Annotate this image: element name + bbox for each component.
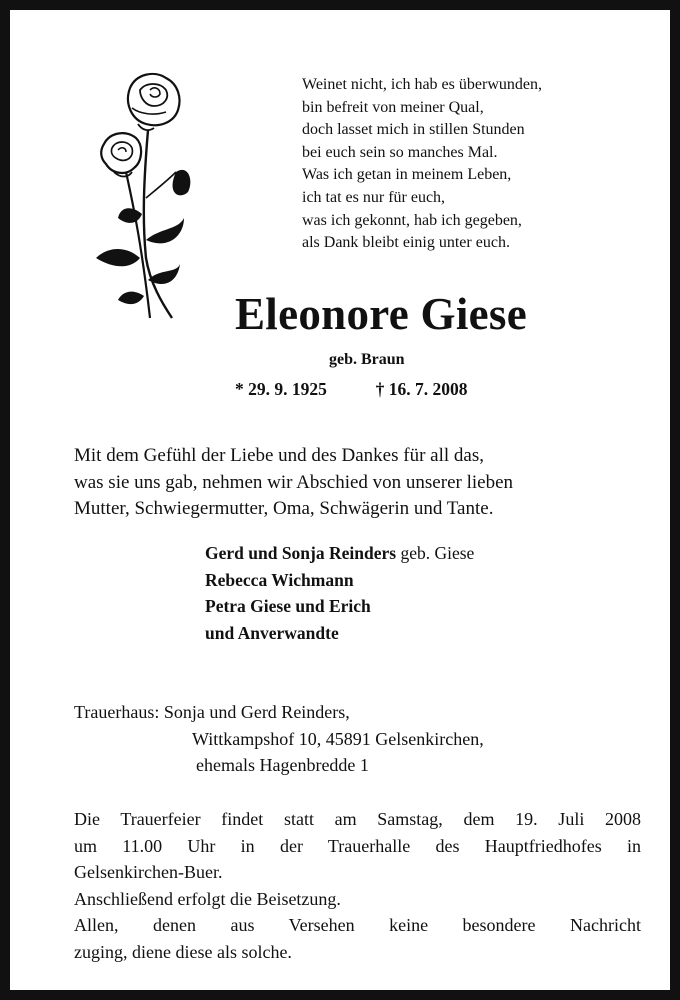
funeral-line: um 11.00 Uhr in der Trauerhalle des Hauptfriedhofes in	[74, 835, 641, 856]
mourner-line	[205, 620, 474, 647]
poem-line: doch lasset mich in stillen Stunden	[302, 121, 525, 139]
poem-line: bei euch sein so manches Mal.	[302, 143, 498, 161]
mourner-line	[205, 540, 474, 567]
poem-line: Was ich getan in meinem Leben,	[302, 166, 512, 184]
farewell-line: Mit dem Gefühl der Liebe und des Dankes für all das,	[74, 445, 484, 466]
funeral-info	[74, 806, 641, 965]
mourner-line	[205, 567, 474, 594]
house-address: Wittkampshof 10, 45891 Gelsenkirchen,	[192, 728, 484, 749]
mourner-line	[205, 593, 474, 620]
poem-line: was ich gekonnt, hab ich gegeben,	[302, 211, 522, 229]
life-dates	[235, 379, 468, 400]
mourner-suffix: geb. Giese	[396, 543, 475, 563]
mourners-list	[205, 540, 474, 646]
born-name: geb. Braun	[329, 351, 405, 368]
birth-date: * 29. 9. 1925	[235, 379, 327, 399]
poem	[302, 74, 542, 255]
farewell-line: Mutter, Schwiegermutter, Oma, Schwägerin und Tante.	[74, 498, 494, 519]
poem-line: ich tat es nur für euch,	[302, 188, 446, 206]
rose-icon	[84, 68, 204, 320]
mourner-name: Petra Giese und Erich	[205, 596, 371, 616]
poem-line: bin befreit von meiner Qual,	[302, 98, 484, 116]
mourner-name: Rebecca Wichmann	[205, 569, 354, 590]
farewell-line: was sie uns gab, nehmen wir Abschied von unserer lieben	[74, 471, 514, 493]
funeral-line: Gelsenkirchen-Buer.	[74, 862, 223, 882]
mourner-name: und Anverwandte	[205, 622, 339, 643]
house-former-address: ehemals Hagenbredde 1	[196, 755, 369, 775]
funeral-line: Anschließend erfolgt die Beisetzung.	[74, 888, 341, 909]
house-line: Trauerhaus: Sonja und Gerd Reinders,	[74, 702, 350, 722]
funeral-line: Allen, denen aus Versehen keine besondere Nachricht	[74, 915, 641, 935]
deceased-name: Eleonore Giese	[234, 289, 528, 339]
mourner-name: Gerd und Sonja Reinders	[205, 543, 397, 563]
poem-line: als Dank bleibt einig unter euch.	[302, 234, 510, 252]
funeral-line: Die Trauerfeier findet statt am Samstag, dem 19. Juli 2008	[74, 809, 641, 829]
funeral-line: zuging, diene diese als solche.	[74, 941, 292, 962]
poem-line: Weinet nicht, ich hab es überwunden,	[302, 76, 542, 93]
death-date: † 16. 7. 2008	[375, 379, 468, 399]
mourning-house	[74, 699, 484, 779]
farewell-text	[74, 443, 513, 523]
